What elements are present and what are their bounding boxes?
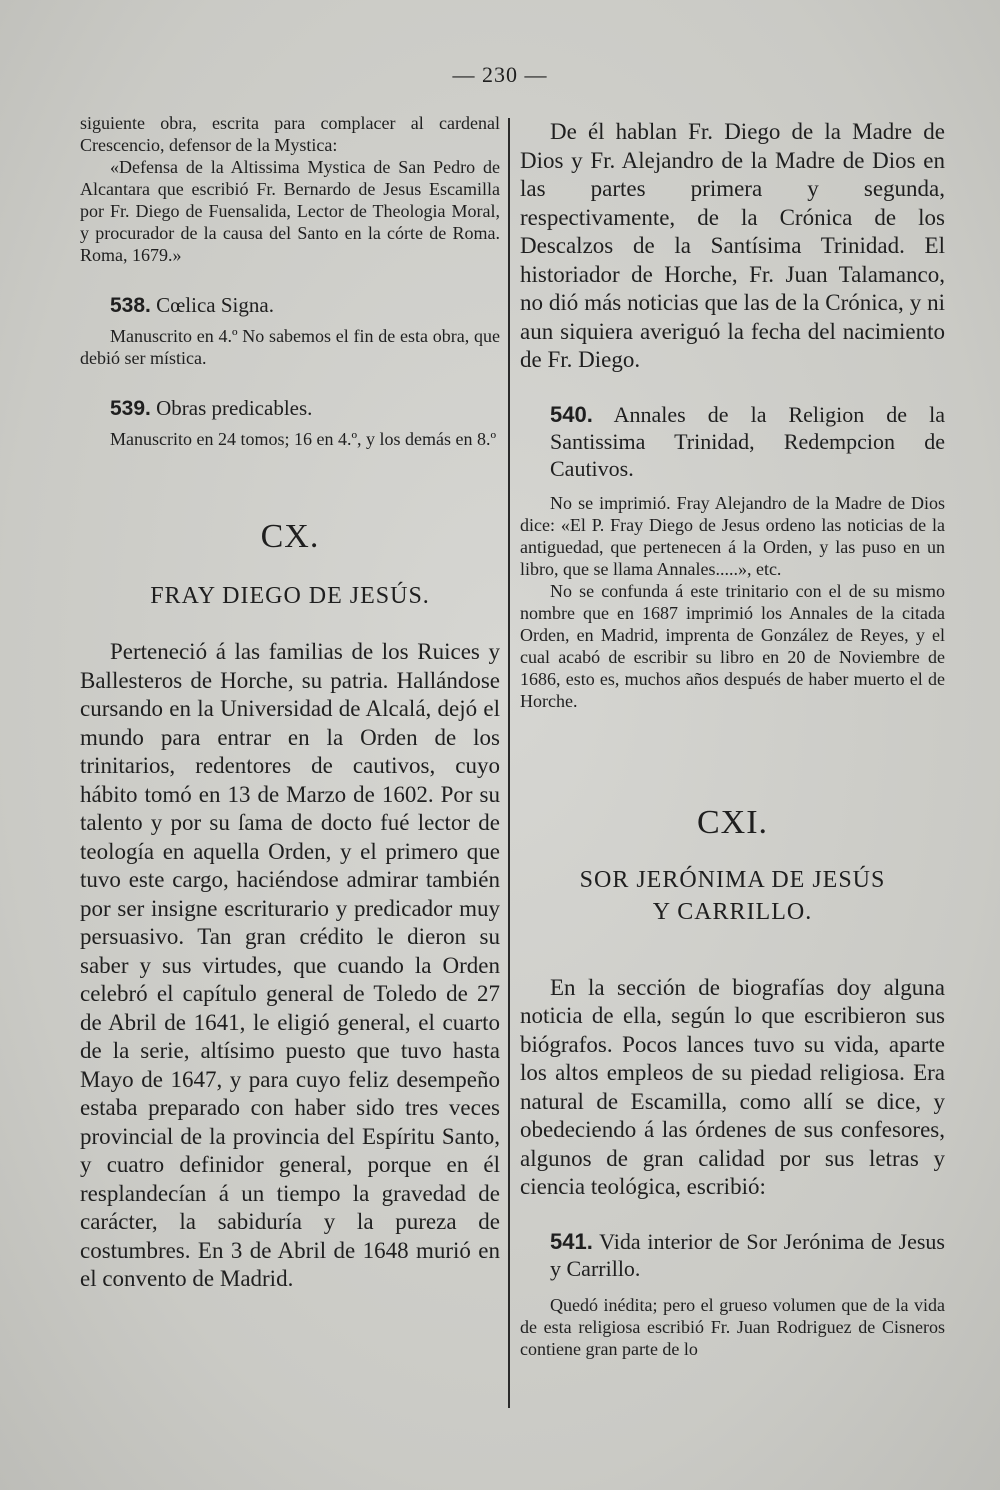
entry-539-heading — [110, 395, 500, 422]
section-cxi-title-line1: SOR JERÓNIMA DE JESÚS — [579, 866, 886, 893]
column-divider — [508, 118, 510, 1408]
entry-541-number: 541. — [550, 1228, 593, 1254]
entry-539-title: Obras predicables. — [156, 396, 313, 420]
entry-541-heading — [550, 1228, 945, 1282]
entry-540-number: 540. — [550, 401, 593, 427]
section-cxi-number: CXI. — [696, 803, 769, 841]
entry-540-title: Annales de la Religion de la Santissima Trinidad, Redempcion de Cautivos. — [550, 401, 945, 481]
left-intro-paragraph: siguiente obra, escrita para complacer al cardenal Crescencio, defensor de la Mystica: — [80, 113, 500, 155]
entry-538-title: Cœlica Signa. — [156, 293, 274, 317]
entry-538-number: 538. — [110, 294, 151, 317]
section-cx-number: CX. — [260, 518, 320, 555]
entry-539-text: Manuscrito en 24 tomos; 16 en 4.º, y los demás en 8.º — [110, 429, 497, 449]
entry-539-number: 539. — [110, 397, 151, 420]
entry-541-text: Quedó inédita; pero el grueso volumen que de la vida de esta religiosa escribió Fr. Juan Rodriguez de Cisneros contiene gran parte de lo — [520, 1294, 945, 1359]
page-number: — 230 — — [452, 62, 548, 87]
section-cx-title: FRAY DIEGO DE JESÚS. — [150, 583, 430, 609]
entry-538-heading — [110, 292, 500, 319]
section-cxi-title-line2: Y CARRILLO. — [652, 898, 813, 925]
entry-540-heading — [550, 401, 945, 482]
left-column — [80, 112, 500, 1294]
entry-540-text: No se imprimió. Fray Alejandro de la Madre de Dios dice: «El P. Fray Diego de Jesus ordeno las noticias de la antiguedad, que pertenecen á la Orden, y las puso en un libro, que se llama Annales.....», etc. — [520, 492, 945, 579]
entry-538-text: Manuscrito en 4.º No sabemos el fin de esta obra, que debió ser mística. — [80, 326, 500, 368]
entry-540-note: No se confunda á este trinitario con el de su mismo nombre que en 1687 imprimió los Annales de la citada Orden, en Madrid, imprenta de González de Reyes, y el cual acabó de escribir su libro en 20 de Noviembre de 1686, esto es, muchos años después de haber muerto el de Horche. — [520, 580, 945, 711]
entry-541-title: Vida interior de Sor Jerónima de Jesus y Carrillo. — [550, 1228, 945, 1281]
left-quote-paragraph: «Defensa de la Altissima Mystica de San Pedro de Alcantara que escribió Fr. Bernardo de Jesus Escamilla por Fr. Diego de Fuensalida, Lector de Theologia Moral, y procurador de la causa del Santo en la córte de Roma. Roma, 1679.» — [80, 157, 500, 265]
right-biography-paragraph: En la sección de biografías doy alguna noticia de ella, según lo que escribieron sus biógrafos. Pocos lances tuvo su vida, aparte los altos empleos de su piedad religiosa. Era natural de Escamilla, como allí se dice, y obedeciendo á las órdenes de sus confesores, algunos de gran calidad por sus letras y ciencia teológica, escribió: — [520, 974, 945, 1199]
right-intro-paragraph: De él hablan Fr. Diego de la Madre de Dios y Fr. Alejandro de la Madre de Dios en las partes primera y segunda, respectivamente, de la Crónica de los Descalzos de la Santísima Trinidad. El historiador de Horche, Fr. Juan Talamanco, no dió más noticias que las de la Crónica, y ni aun siquiera averiguó la fecha del nacimiento de Fr. Diego. — [520, 119, 945, 372]
left-biography-paragraph: Perteneció á las familias de los Ruices y Ballesteros de Horche, su patria. Hallándose cursando en la Universidad de Alcalá, dejó el mundo para entrar en la Orden de los trinitarios, redentores de cautivos, cuyo hábito tomó en 13 de Marzo de 1602. Por su talento y por su ſama de docto fué lector de teología en aquella Orden, y el primero que tuvo este cargo, haciéndose admirar también por ser insigne escriturario y predicador muy persuasivo. Tan gran crédito le dieron su saber y sus virtudes, que cuando la Orden celebró el capítulo general de Toledo de 27 de Abril de 1641, le eligió general, el cuarto de la serie, altísimo puesto que tuvo hasta Mayo de 1647, y para cuyo feliz desempeño estaba preparado con haber sido tres veces provincial de la provincia del Espíritu Santo, y cuatro definidor general, porque en él resplandecían á un tiempo la gravedad de carácter, la sabiduría y la pureza de costumbres. En 3 de Abril de 1648 murió en el convento de Madrid. — [80, 639, 500, 1291]
right-column — [520, 118, 945, 1360]
